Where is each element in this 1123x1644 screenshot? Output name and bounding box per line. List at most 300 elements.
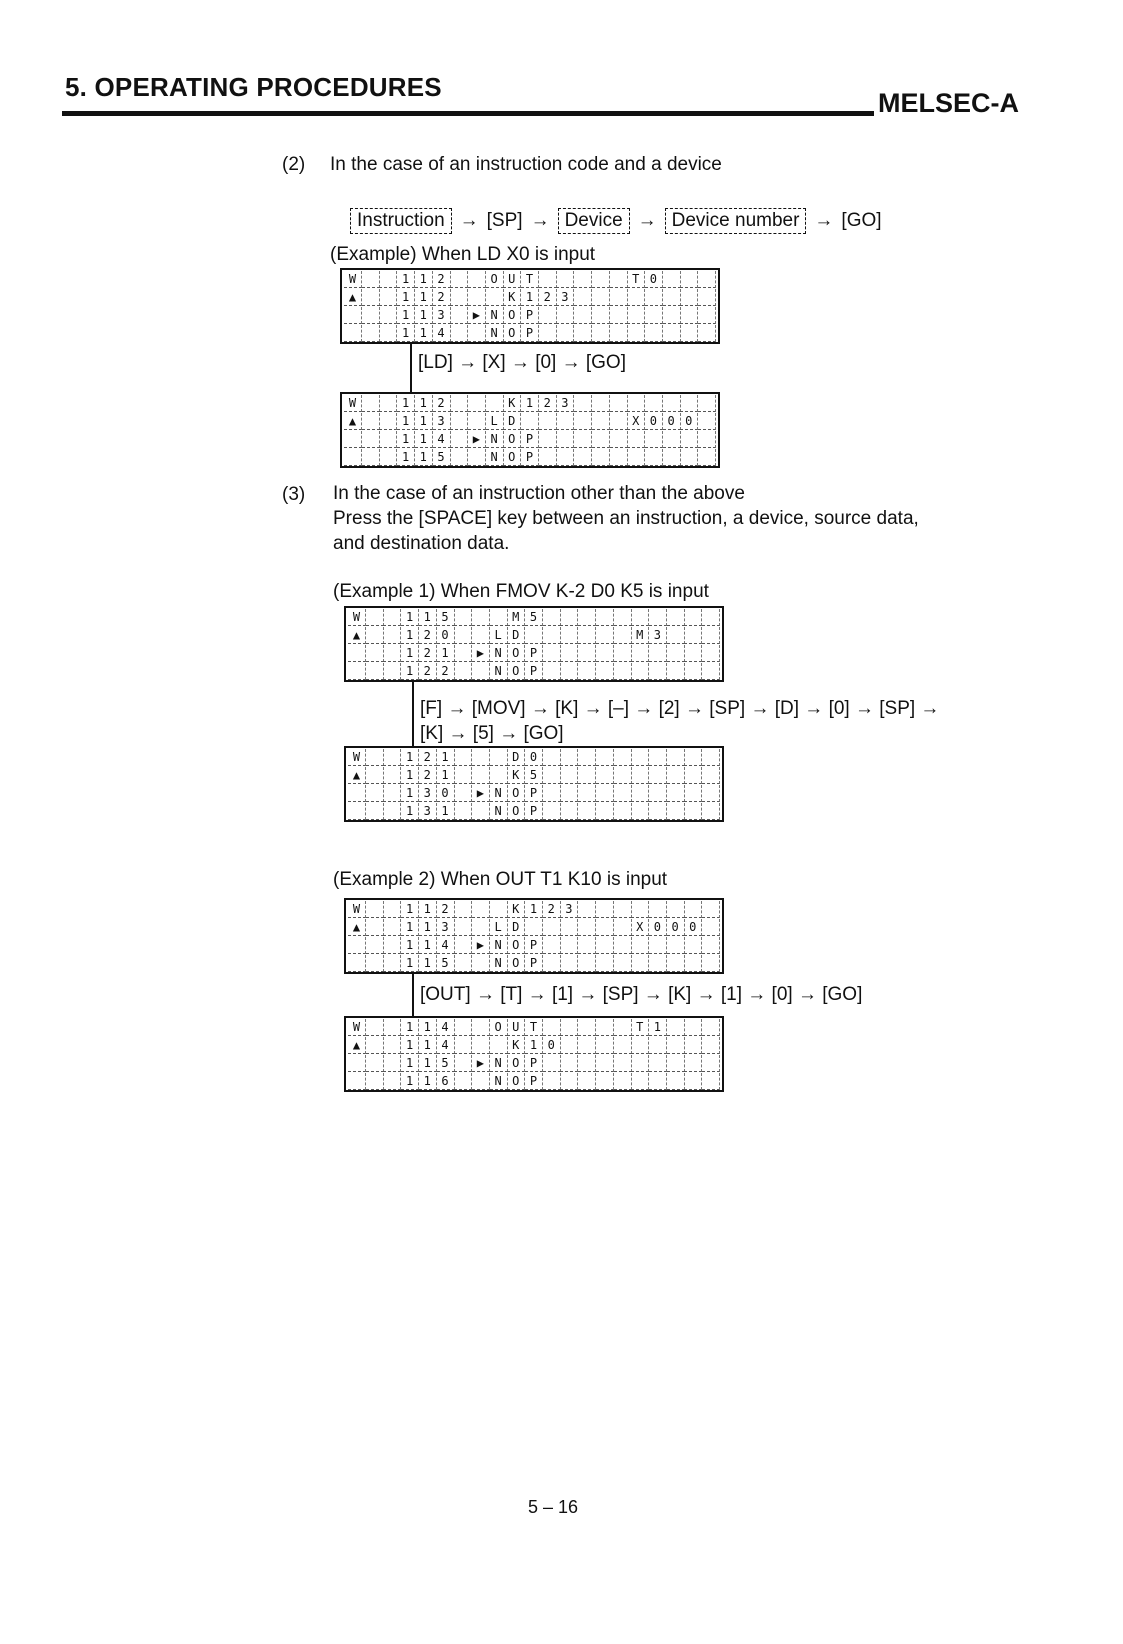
lcd-cell	[702, 937, 720, 954]
lcd-cell	[610, 325, 628, 342]
lcd-cell	[454, 1019, 472, 1036]
lcd-cell: M	[507, 609, 525, 626]
lcd-cell	[631, 749, 649, 766]
lcd-cell	[592, 431, 610, 448]
lcd-cell	[383, 627, 401, 644]
lcd-cell	[680, 325, 698, 342]
lcd-cell	[383, 937, 401, 954]
lcd-cell: P	[521, 325, 539, 342]
lcd-cell	[614, 645, 632, 662]
lcd-cell: T	[627, 271, 645, 288]
item3-number: (3)	[282, 484, 306, 505]
lcd-cell	[490, 1037, 508, 1054]
lcd-cell	[362, 325, 380, 342]
lcd-cell	[348, 1055, 366, 1072]
lcd-cell	[649, 1037, 667, 1054]
lcd-cell	[454, 1073, 472, 1090]
lcd-cell	[578, 609, 596, 626]
lcd-cell	[543, 919, 561, 936]
header-rule	[62, 111, 874, 116]
lcd-cell: O	[503, 431, 521, 448]
lcd-row	[348, 955, 720, 973]
lcd-cell	[383, 1055, 401, 1072]
lcd-cell	[539, 449, 557, 466]
lcd-cell	[450, 325, 468, 342]
lcd-cell: ▲	[348, 919, 366, 936]
item3-line1: In the case of an instruction other than the above	[333, 483, 745, 504]
lcd-cell: 5	[433, 449, 451, 466]
lcd-cell	[702, 803, 720, 820]
lcd-cell: 1	[437, 749, 455, 766]
lcd-cell	[362, 307, 380, 324]
lcd-cell	[627, 307, 645, 324]
lcd-cell	[592, 413, 610, 430]
lcd-row	[348, 645, 720, 663]
lcd-cell	[610, 395, 628, 412]
lcd-screen	[344, 746, 724, 822]
lcd-row	[344, 271, 716, 289]
lcd-cell: W	[344, 395, 362, 412]
example2-label: (Example 2) When OUT T1 K10 is input	[333, 869, 668, 890]
lcd-cell: 2	[543, 901, 561, 918]
lcd-cell	[543, 937, 561, 954]
lcd-cell	[631, 645, 649, 662]
lcd-cell: O	[507, 1073, 525, 1090]
lcd-cell	[472, 767, 490, 784]
lcd-cell	[556, 449, 574, 466]
lcd-cell	[596, 1037, 614, 1054]
lcd-cell: 2	[419, 627, 437, 644]
device-number-box: Device number	[665, 208, 807, 234]
lcd-cell: 1	[397, 307, 415, 324]
lcd-cell	[472, 1073, 490, 1090]
lcd-cell: ▶	[468, 431, 486, 448]
lcd-cell: T	[525, 1019, 543, 1036]
lcd-cell: 2	[433, 395, 451, 412]
lcd-cell: P	[525, 955, 543, 972]
lcd-cell	[702, 609, 720, 626]
lcd-cell	[366, 955, 384, 972]
flow-arrow-line	[412, 682, 414, 746]
lcd-cell	[596, 955, 614, 972]
lcd-cell: 0	[649, 919, 667, 936]
lcd-cell	[663, 431, 681, 448]
flow-arrow-line	[410, 344, 412, 392]
lcd-cell	[472, 749, 490, 766]
device-box: Device	[558, 208, 630, 234]
lcd-cell	[543, 1019, 561, 1036]
lcd-cell: 1	[525, 901, 543, 918]
lcd-cell: ▶	[472, 645, 490, 662]
lcd-cell: 3	[649, 627, 667, 644]
lcd-cell	[702, 955, 720, 972]
lcd-cell	[645, 449, 663, 466]
lcd-row	[344, 413, 716, 431]
lcd-screen	[340, 392, 720, 468]
lcd-row	[348, 767, 720, 785]
lcd-cell	[631, 609, 649, 626]
lcd-cell	[383, 785, 401, 802]
lcd-cell	[450, 271, 468, 288]
lcd-cell	[362, 413, 380, 430]
lcd-cell	[543, 627, 561, 644]
lcd-cell	[684, 1055, 702, 1072]
lcd-cell	[702, 1019, 720, 1036]
lcd-cell: O	[507, 1055, 525, 1072]
lcd-screen	[340, 268, 720, 344]
lcd-cell: P	[525, 785, 543, 802]
lcd-cell	[344, 307, 362, 324]
lcd-cell	[614, 627, 632, 644]
lcd-cell: ▲	[344, 289, 362, 306]
lcd-cell	[486, 289, 504, 306]
lcd-cell: ▲	[348, 1037, 366, 1054]
lcd-cell	[383, 1037, 401, 1054]
lcd-cell	[468, 271, 486, 288]
lcd-cell	[614, 1037, 632, 1054]
lcd-cell: D	[507, 919, 525, 936]
lcd-cell	[362, 431, 380, 448]
lcd-cell: 1	[397, 449, 415, 466]
lcd-cell: 1	[401, 663, 419, 680]
lcd-cell: W	[348, 1019, 366, 1036]
lcd-cell	[698, 449, 716, 466]
lcd-cell	[610, 307, 628, 324]
lcd-cell	[578, 749, 596, 766]
lcd-cell: N	[490, 1073, 508, 1090]
lcd-cell	[631, 663, 649, 680]
lcd-cell: 3	[433, 307, 451, 324]
lcd-cell	[667, 749, 685, 766]
lcd-screen	[344, 1016, 724, 1092]
key-input-sequence-line1: [F] → [MOV] → [K] → [–] → [2] → [SP] → [D] → [0] → [SP] →	[420, 698, 940, 719]
lcd-row	[348, 663, 720, 681]
brand-label: MELSEC-A	[878, 88, 1019, 118]
lcd-cell	[454, 767, 472, 784]
lcd-cell	[578, 937, 596, 954]
lcd-cell: 2	[539, 395, 557, 412]
lcd-cell: 0	[645, 271, 663, 288]
lcd-cell	[684, 803, 702, 820]
lcd-cell	[680, 449, 698, 466]
lcd-cell: 2	[433, 289, 451, 306]
lcd-cell	[366, 937, 384, 954]
lcd-row	[348, 627, 720, 645]
lcd-cell: 4	[437, 1019, 455, 1036]
lcd-cell	[556, 413, 574, 430]
lcd-cell: 1	[415, 289, 433, 306]
lcd-cell: 1	[401, 1073, 419, 1090]
lcd-cell	[684, 1073, 702, 1090]
lcd-cell: P	[521, 307, 539, 324]
lcd-cell	[366, 663, 384, 680]
lcd-cell	[631, 803, 649, 820]
lcd-cell	[592, 271, 610, 288]
lcd-cell: 0	[684, 919, 702, 936]
lcd-cell	[614, 785, 632, 802]
lcd-cell	[596, 803, 614, 820]
lcd-cell	[578, 1037, 596, 1054]
lcd-cell: N	[490, 663, 508, 680]
lcd-cell	[663, 307, 681, 324]
lcd-cell	[680, 289, 698, 306]
lcd-cell	[383, 645, 401, 662]
lcd-cell: U	[503, 271, 521, 288]
item3-line3: and destination data.	[333, 533, 510, 554]
lcd-cell: 5	[437, 1055, 455, 1072]
lcd-cell	[450, 307, 468, 324]
lcd-cell	[454, 1037, 472, 1054]
lcd-cell: K	[507, 901, 525, 918]
lcd-cell	[680, 271, 698, 288]
lcd-cell	[560, 1037, 578, 1054]
lcd-cell	[610, 449, 628, 466]
lcd-cell	[596, 901, 614, 918]
lcd-cell	[702, 663, 720, 680]
lcd-cell	[698, 307, 716, 324]
lcd-cell: O	[507, 785, 525, 802]
lcd-cell	[578, 1055, 596, 1072]
lcd-cell	[596, 919, 614, 936]
lcd-cell: 1	[397, 271, 415, 288]
lcd-cell	[627, 449, 645, 466]
arrow: →	[530, 210, 550, 231]
lcd-cell	[645, 289, 663, 306]
lcd-cell: N	[486, 325, 504, 342]
lcd-cell	[702, 749, 720, 766]
go-key: [GO]	[841, 210, 882, 231]
lcd-cell: 1	[419, 1073, 437, 1090]
lcd-cell	[560, 919, 578, 936]
lcd-cell	[578, 1073, 596, 1090]
lcd-cell	[472, 955, 490, 972]
lcd-cell	[631, 901, 649, 918]
lcd-cell	[379, 307, 397, 324]
lcd-cell: 1	[437, 767, 455, 784]
lcd-cell	[649, 955, 667, 972]
lcd-cell	[578, 919, 596, 936]
lcd-cell	[684, 749, 702, 766]
lcd-row	[348, 937, 720, 955]
lcd-cell: 1	[397, 413, 415, 430]
lcd-cell: O	[503, 307, 521, 324]
arrow: →	[459, 210, 479, 231]
lcd-cell	[614, 955, 632, 972]
lcd-cell	[702, 919, 720, 936]
lcd-cell	[490, 901, 508, 918]
lcd-cell: P	[521, 431, 539, 448]
lcd-cell: O	[486, 271, 504, 288]
lcd-cell	[667, 627, 685, 644]
lcd-cell	[472, 1019, 490, 1036]
lcd-cell	[578, 767, 596, 784]
lcd-cell	[472, 663, 490, 680]
item3-line2: Press the [SPACE] key between an instruction, a device, source data,	[333, 508, 919, 529]
lcd-cell	[667, 803, 685, 820]
lcd-cell	[667, 937, 685, 954]
lcd-cell: L	[486, 413, 504, 430]
lcd-cell: 1	[397, 289, 415, 306]
lcd-cell	[366, 1055, 384, 1072]
lcd-cell	[383, 803, 401, 820]
page-number: 5 – 16	[528, 1497, 579, 1517]
lcd-cell	[702, 785, 720, 802]
lcd-cell: N	[490, 803, 508, 820]
item2-example-label: (Example) When LD X0 is input	[330, 244, 596, 265]
lcd-cell	[614, 609, 632, 626]
lcd-cell	[366, 785, 384, 802]
lcd-cell	[543, 785, 561, 802]
lcd-cell: 1	[397, 431, 415, 448]
lcd-cell: ▲	[348, 767, 366, 784]
lcd-cell: 1	[401, 767, 419, 784]
lcd-cell: N	[490, 785, 508, 802]
lcd-cell	[560, 663, 578, 680]
lcd-cell	[344, 449, 362, 466]
lcd-cell: L	[490, 627, 508, 644]
lcd-cell: 1	[649, 1019, 667, 1036]
lcd-cell	[454, 663, 472, 680]
lcd-row	[344, 325, 716, 343]
lcd-cell	[362, 449, 380, 466]
lcd-cell	[684, 937, 702, 954]
lcd-cell	[610, 431, 628, 448]
lcd-cell	[667, 955, 685, 972]
lcd-cell: D	[507, 749, 525, 766]
lcd-cell: 5	[437, 609, 455, 626]
lcd-cell	[631, 767, 649, 784]
lcd-cell	[525, 919, 543, 936]
lcd-cell	[667, 1055, 685, 1072]
lcd-cell: 1	[401, 955, 419, 972]
lcd-cell	[379, 271, 397, 288]
lcd-cell	[574, 307, 592, 324]
lcd-cell	[383, 1019, 401, 1036]
lcd-cell: 5	[525, 609, 543, 626]
lcd-cell	[539, 431, 557, 448]
flow-arrow-line	[412, 974, 414, 1016]
lcd-cell	[592, 307, 610, 324]
lcd-cell: N	[490, 937, 508, 954]
key-input-sequence: [OUT] → [T] → [1] → [SP] → [K] → [1] → [0] → [GO]	[420, 984, 863, 1005]
lcd-cell	[684, 767, 702, 784]
lcd-cell	[698, 395, 716, 412]
lcd-cell	[614, 937, 632, 954]
lcd-cell	[574, 395, 592, 412]
lcd-cell: 1	[415, 395, 433, 412]
lcd-cell	[383, 919, 401, 936]
lcd-screen	[344, 606, 724, 682]
lcd-cell	[592, 325, 610, 342]
lcd-row	[348, 1055, 720, 1073]
lcd-cell: 0	[680, 413, 698, 430]
lcd-cell: N	[486, 449, 504, 466]
lcd-cell	[379, 325, 397, 342]
lcd-cell	[454, 919, 472, 936]
lcd-cell: ▶	[472, 937, 490, 954]
lcd-cell	[592, 289, 610, 306]
lcd-cell: 2	[437, 901, 455, 918]
lcd-cell: 1	[419, 1037, 437, 1054]
lcd-cell	[631, 955, 649, 972]
lcd-cell	[578, 901, 596, 918]
lcd-cell	[614, 1019, 632, 1036]
lcd-cell	[649, 609, 667, 626]
lcd-cell	[450, 395, 468, 412]
lcd-cell	[348, 955, 366, 972]
lcd-cell	[702, 1073, 720, 1090]
lcd-cell	[680, 431, 698, 448]
lcd-cell	[614, 767, 632, 784]
lcd-cell	[631, 1073, 649, 1090]
lcd-cell: O	[507, 803, 525, 820]
sp-key: [SP]	[486, 210, 523, 231]
lcd-cell	[684, 785, 702, 802]
lcd-cell	[631, 785, 649, 802]
lcd-cell	[454, 1055, 472, 1072]
lcd-cell	[539, 325, 557, 342]
lcd-cell	[454, 645, 472, 662]
lcd-cell	[702, 901, 720, 918]
lcd-cell	[649, 1073, 667, 1090]
lcd-cell	[645, 307, 663, 324]
lcd-cell	[486, 395, 504, 412]
lcd-cell	[596, 785, 614, 802]
lcd-cell	[539, 413, 557, 430]
lcd-cell	[472, 803, 490, 820]
lcd-cell	[366, 1073, 384, 1090]
lcd-cell: X	[627, 413, 645, 430]
lcd-cell	[596, 937, 614, 954]
lcd-cell: 1	[419, 955, 437, 972]
lcd-cell: M	[631, 627, 649, 644]
lcd-cell	[684, 955, 702, 972]
lcd-cell	[454, 937, 472, 954]
lcd-cell	[454, 955, 472, 972]
lcd-cell	[472, 919, 490, 936]
lcd-cell	[614, 749, 632, 766]
lcd-cell	[574, 325, 592, 342]
lcd-cell	[596, 749, 614, 766]
lcd-cell	[490, 749, 508, 766]
lcd-row	[348, 609, 720, 627]
lcd-cell: 4	[437, 937, 455, 954]
lcd-cell	[454, 749, 472, 766]
lcd-cell	[649, 901, 667, 918]
lcd-cell	[596, 1019, 614, 1036]
lcd-cell	[627, 431, 645, 448]
lcd-cell	[366, 749, 384, 766]
example1-label: (Example 1) When FMOV K-2 D0 K5 is input	[333, 581, 709, 602]
lcd-cell: 3	[437, 919, 455, 936]
lcd-cell: 1	[415, 413, 433, 430]
lcd-cell	[450, 449, 468, 466]
lcd-cell: 1	[401, 1055, 419, 1072]
lcd-cell: 1	[415, 307, 433, 324]
lcd-cell	[698, 325, 716, 342]
lcd-cell	[684, 901, 702, 918]
lcd-cell	[684, 645, 702, 662]
lcd-row	[348, 749, 720, 767]
lcd-cell	[667, 901, 685, 918]
lcd-cell	[574, 449, 592, 466]
lcd-cell: K	[507, 767, 525, 784]
lcd-cell: O	[507, 645, 525, 662]
lcd-cell: 0	[663, 413, 681, 430]
lcd-cell: W	[348, 901, 366, 918]
lcd-cell	[490, 609, 508, 626]
lcd-cell	[649, 785, 667, 802]
